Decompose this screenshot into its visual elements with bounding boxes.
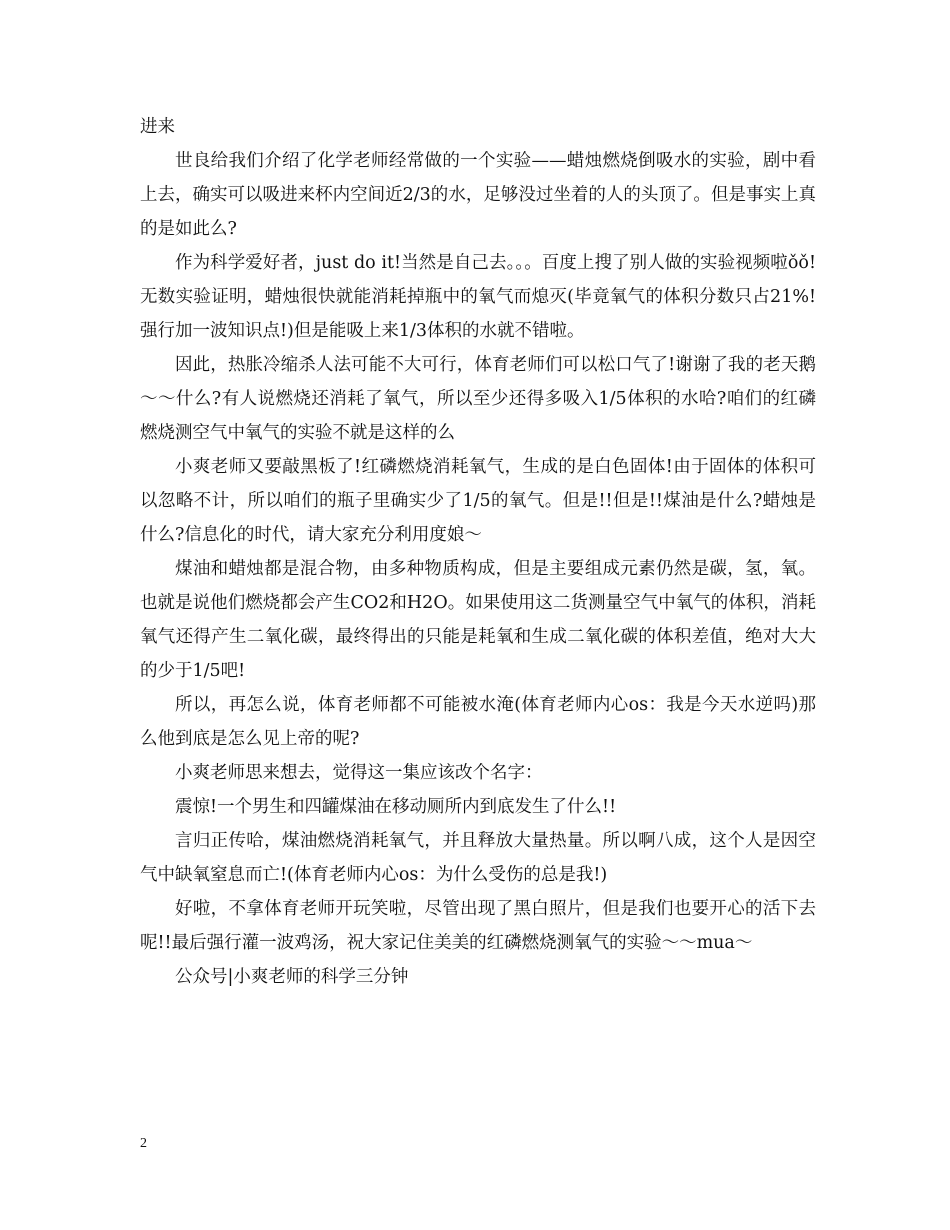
document-body (140, 110, 816, 994)
paragraph-closing: 好啦，不拿体育老师开玩笑啦，尽管出现了黑白照片，但是我们也要开心的活下去呢!!最后强行灌一波鸡汤，祝大家记住美美的红磷燃烧测氧气的实验～～mua～ (140, 899, 816, 953)
paragraph-continuation: 进来 (140, 117, 175, 137)
paragraph-rename: 小爽老师思来想去，觉得这一集应该改个名字： (175, 763, 543, 783)
paragraph-conclusion: 言归正传哈，煤油燃烧消耗氧气，并且释放大量热量。所以啊八成，这个人是因空气中缺氧窒息而亡!(体育老师内心os：为什么受伤的总是我!) (140, 831, 816, 885)
paragraph-headline: 震惊!一个男生和四罐煤油在移动厕所内到底发生了什么!! (175, 797, 617, 817)
paragraph-drowning: 所以，再怎么说，体育老师都不可能被水淹(体育老师内心os：我是今天水逆吗)那么他到底是怎么见上帝的呢? (140, 695, 816, 749)
paragraph-just-do-it: 作为科学爱好者，just do it!当然是自己去。。。百度上搜了别人做的实验视频啦ǒǒ!无数实验证明，蜡烛很快就能消耗掉瓶中的氧气而熄灭(毕竟氧气的体积分数只占21%!强行加一波知识点!)但是能吸上来1/3体积的水就不错啦。 (140, 253, 816, 341)
paragraph-red-phosphorus: 小爽老师又要敲黑板了!红磷燃烧消耗氧气，生成的是白色固体!由于固体的体积可以忽略不计，所以咱们的瓶子里确实少了1/5的氧气。但是!!但是!!煤油是什么?蜡烛是什么?信息化的时代，请大家充分利用度娘～ (140, 457, 816, 545)
paragraph-kerosene-candle: 煤油和蜡烛都是混合物，由多种物质构成，但是主要组成元素仍然是碳，氢，氧。也就是说他们燃烧都会产生CO2和H2O。如果使用这二货测量空气中氧气的体积，消耗氧气还得产生二氧化碳，最终得出的只能是耗氧和生成二氧化碳的体积差值，绝对大大的少于1/5吧! (140, 559, 816, 681)
paragraph-public-account: 公众号|小爽老师的科学三分钟 (175, 967, 409, 987)
paragraph-candle-experiment: 世良给我们介绍了化学老师经常做的一个实验——蜡烛燃烧倒吸水的实验，剧中看上去，确实可以吸进来杯内空间近2/3的水，足够没过坐着的人的头顶了。但是事实上真的是如此么? (140, 151, 816, 239)
page-number: 2 (140, 1136, 147, 1151)
paragraph-thermal-expansion: 因此，热胀冷缩杀人法可能不大可行，体育老师们可以松口气了!谢谢了我的老天鹅～～什么?有人说燃烧还消耗了氧气，所以至少还得多吸入1/5体积的水哈?咱们的红磷燃烧测空气中氧气的实验不就是这样的么 (140, 355, 816, 443)
